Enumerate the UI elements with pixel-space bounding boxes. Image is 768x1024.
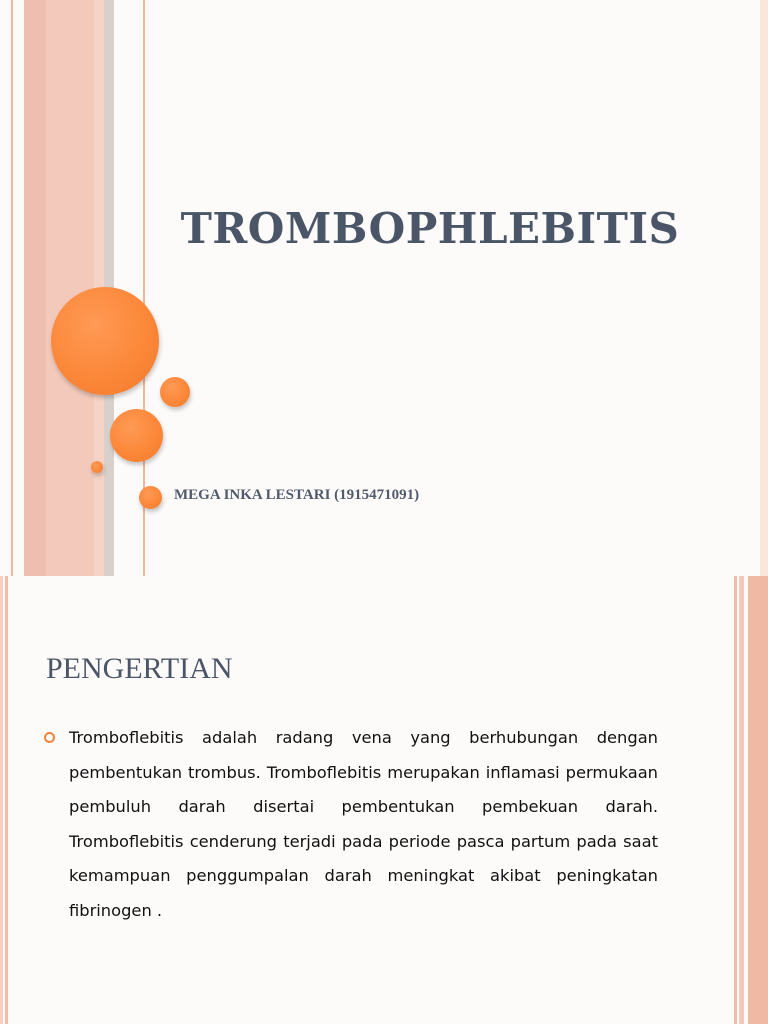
decor-circle: [139, 486, 162, 509]
decor-stripe: [24, 0, 46, 576]
slide-subtitle: MEGA INKA LESTARI (1915471091): [174, 487, 420, 503]
decor-stripe: [760, 0, 768, 576]
decor-circle-small: [91, 461, 103, 473]
section-title: PENGERTIAN: [46, 652, 233, 685]
decor-circle-large: [51, 287, 159, 395]
bullet-circle-icon: [44, 732, 55, 743]
decor-stripe: [748, 576, 768, 1024]
decor-stripe: [739, 576, 744, 1024]
decor-stripe: [11, 0, 13, 576]
bullet-text: Tromboflebitis adalah radang vena yang berhubungan dengan pembentukan trombus. Tromboflebitis merupakan inflamasi permukaan pembuluh darah disertai pembentukan pembekuan darah. Tromboflebitis cenderung terjadi pada periode pasca partum pada saat kemampuan penggumpalan darah meningkat akibat peningkatan fibrinogen .: [69, 728, 658, 920]
decor-stripe: [0, 576, 3, 1024]
slide-title: TROMBOPHLEBITIS: [180, 204, 680, 253]
decor-stripe: [734, 576, 737, 1024]
decor-stripe: [46, 0, 94, 576]
decor-circle: [110, 409, 163, 462]
decor-circle: [160, 377, 190, 407]
decor-stripe: [5, 576, 8, 1024]
